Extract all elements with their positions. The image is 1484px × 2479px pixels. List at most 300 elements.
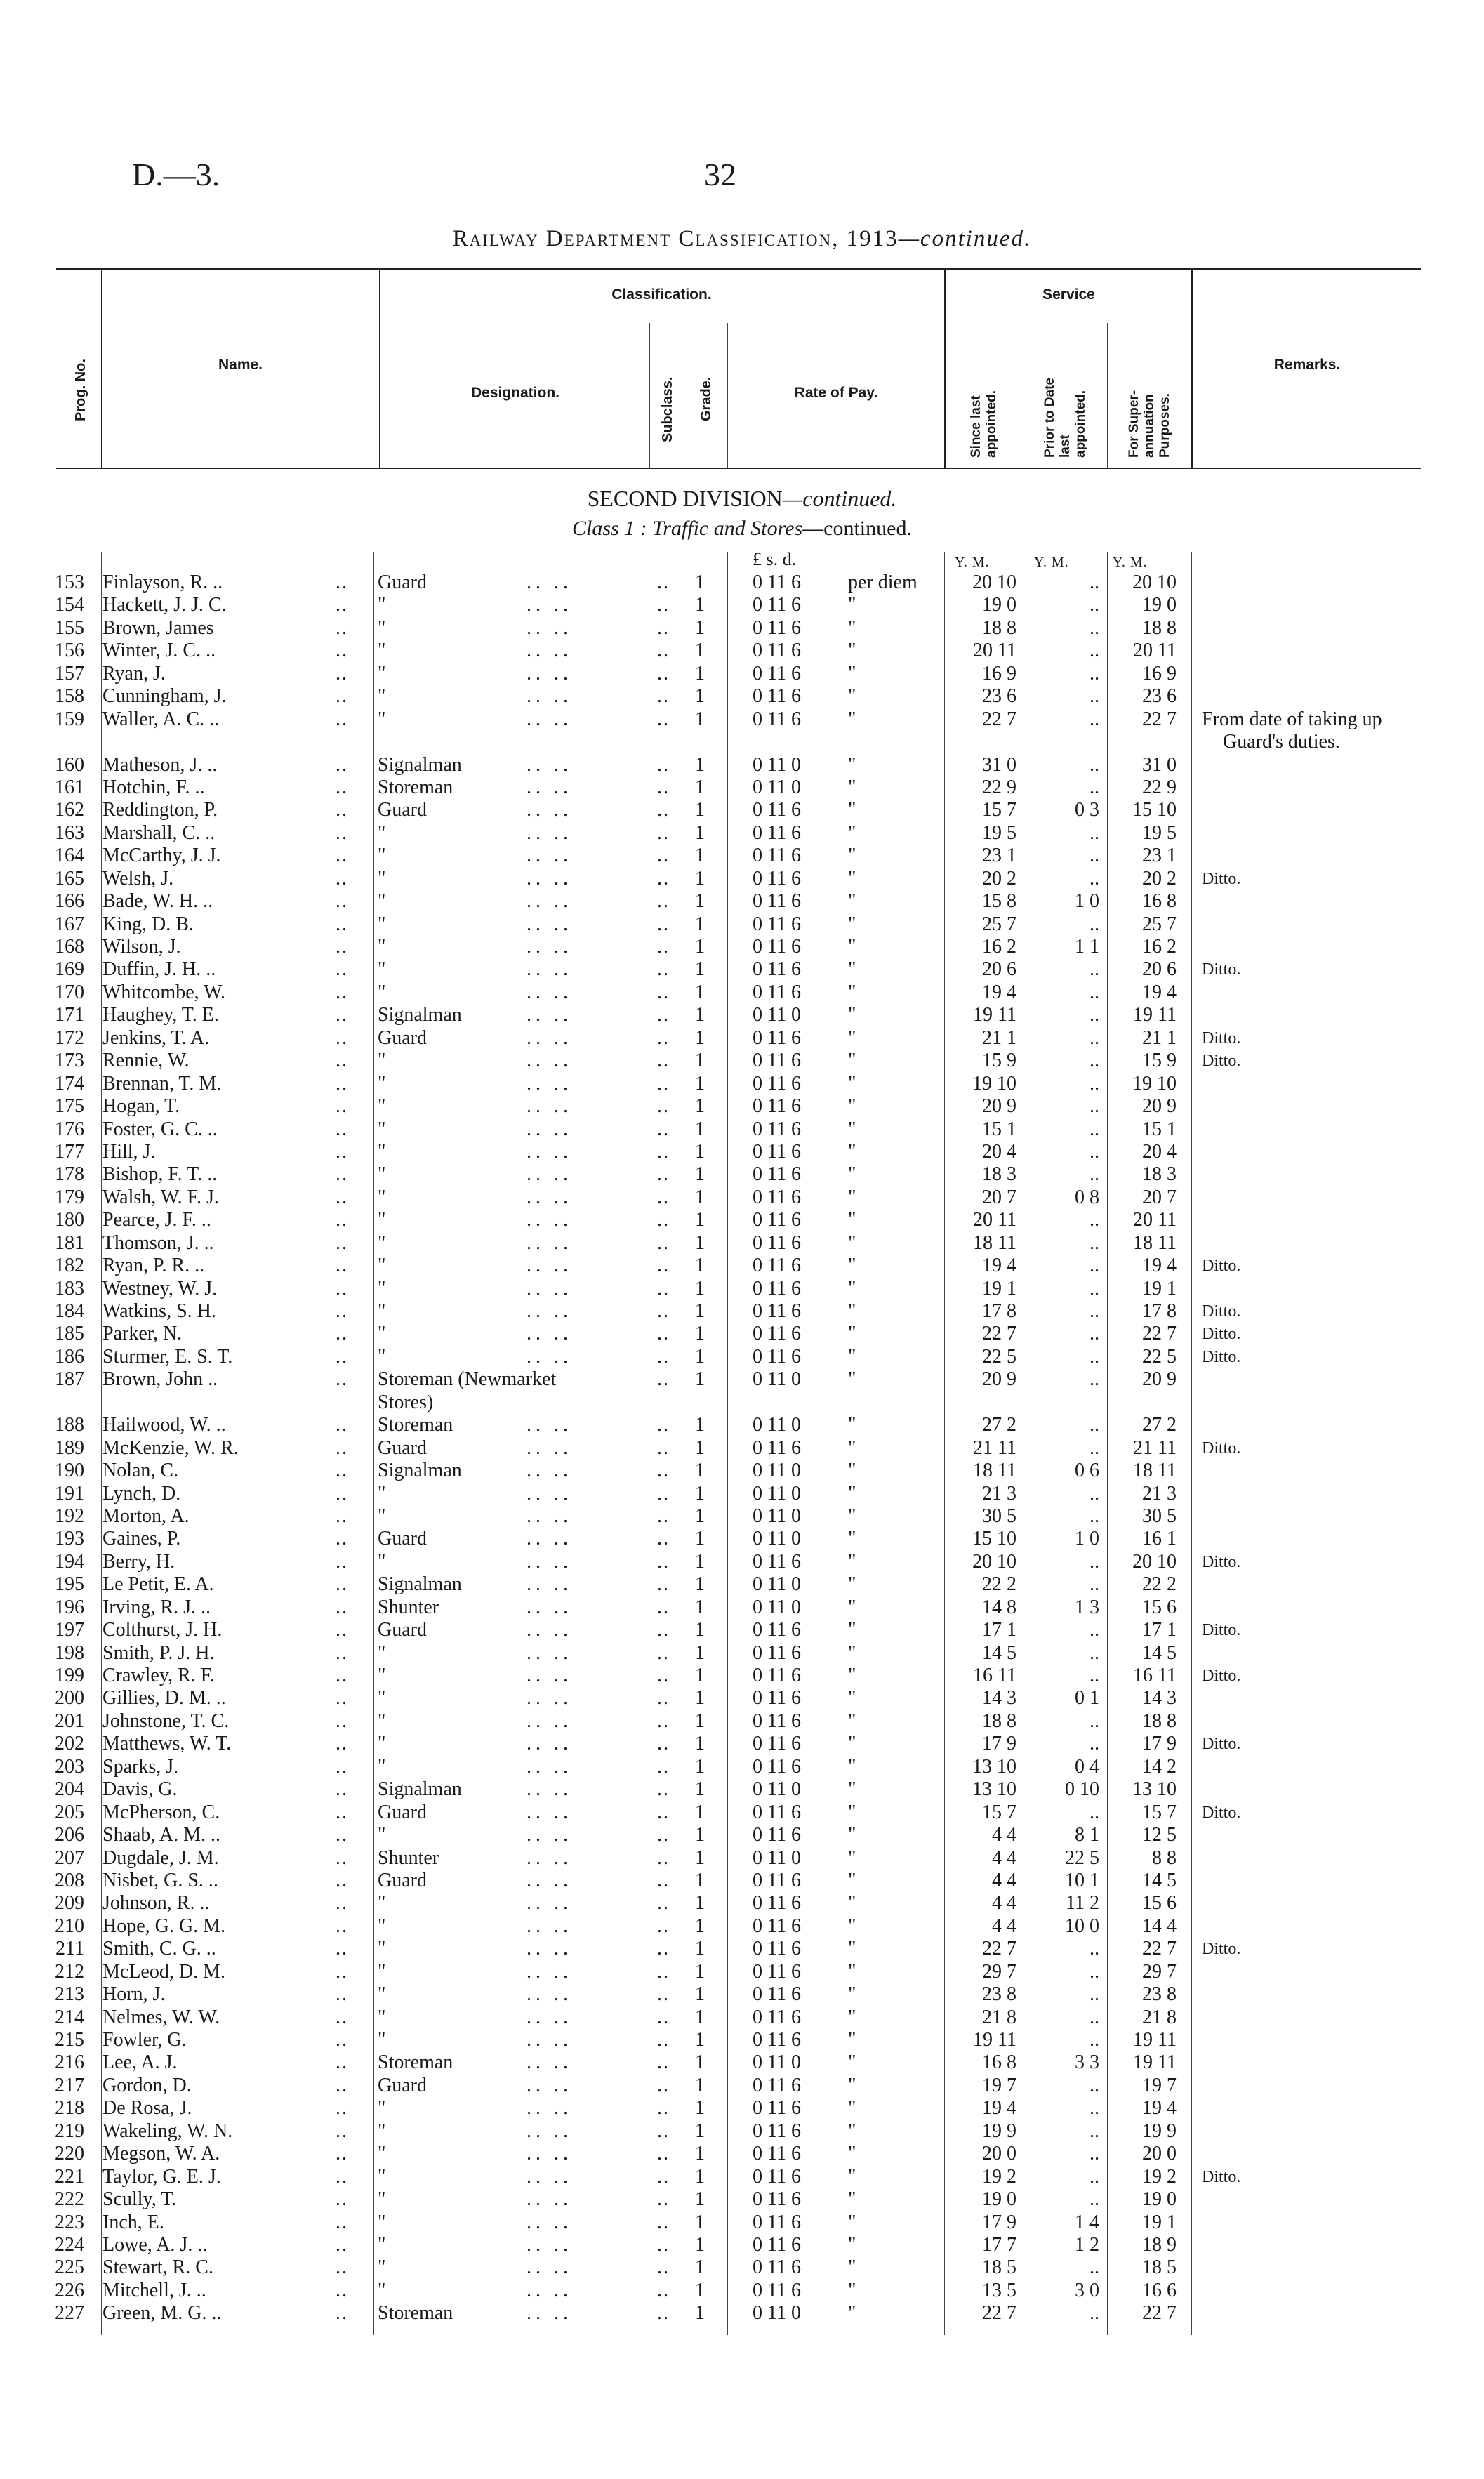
- superannuation-cell: 23 6: [1142, 685, 1177, 708]
- pay-note-cell: ": [848, 662, 856, 685]
- pay-note-cell: ": [848, 2188, 856, 2211]
- leader-dots: ..: [336, 1778, 348, 1801]
- since-last-cell: 16 8: [982, 2051, 1016, 2074]
- since-last-cell: 22 9: [982, 776, 1016, 798]
- subclass-cell: ..: [657, 2051, 670, 2074]
- superannuation-cell: 19 1: [1142, 1277, 1177, 1300]
- subclass-cell: ..: [657, 2097, 670, 2120]
- leader-dots: ..: [336, 1163, 348, 1186]
- prior-to-date-cell: 10 1: [1065, 1869, 1099, 1891]
- table-row: [0, 1141, 1484, 1163]
- rate-of-pay-cell: 0 11 6: [753, 1641, 801, 1664]
- leader-dots: ..: [336, 2074, 348, 2096]
- col-header-remarks: Remarks.: [1273, 357, 1341, 373]
- designation-cell: Guard: [378, 1869, 427, 1891]
- since-last-cell: 19 4: [982, 981, 1016, 1003]
- prior-to-date-cell: 3 0: [1075, 2279, 1099, 2301]
- table-row: [0, 2097, 1484, 2120]
- rate-of-pay-cell: 0 11 0: [753, 1505, 801, 1527]
- leader-dots: ..: [336, 1687, 348, 1710]
- since-last-cell: 15 8: [982, 890, 1016, 913]
- designation-cell: Signalman: [378, 1573, 462, 1596]
- name-cell: McKenzie, W. R.: [102, 1436, 239, 1459]
- grade-cell: 1: [695, 1801, 705, 1823]
- subclass-cell: ..: [657, 2029, 670, 2051]
- since-last-cell: 13 10: [972, 1755, 1016, 1778]
- since-last-cell: 19 5: [982, 821, 1016, 844]
- superannuation-cell: 14 5: [1142, 1869, 1177, 1891]
- name-cell: Brown, John ..: [102, 1368, 218, 1391]
- rate-of-pay-cell: 0 11 6: [753, 1345, 801, 1368]
- subclass-cell: ..: [657, 1209, 670, 1231]
- title-suffix: —continued.: [898, 226, 1032, 251]
- table-row: [0, 1802, 1484, 1824]
- remarks-cell: Ditto.: [1202, 1940, 1241, 1959]
- grade-cell: 1: [695, 708, 705, 730]
- superannuation-cell: 15 1: [1142, 1118, 1177, 1140]
- leader-dots: ..: [336, 1755, 348, 1778]
- prog-no-cell: 177: [55, 1140, 84, 1163]
- name-cell: Megson, W. A.: [102, 2143, 220, 2165]
- designation-cell: Guard: [378, 1528, 427, 1550]
- grade-cell: 1: [695, 1004, 705, 1026]
- subclass-cell: ..: [657, 1414, 670, 1436]
- rate-of-pay-cell: 0 11 6: [753, 845, 801, 867]
- subclass-cell: ..: [657, 1482, 670, 1505]
- rate-of-pay-cell: 0 11 6: [753, 958, 801, 981]
- grade-cell: 1: [695, 1892, 705, 1915]
- subclass-cell: ..: [657, 1801, 670, 1823]
- name-cell: Colthurst, J. H.: [102, 1619, 223, 1641]
- prior-to-date-cell: ..: [1089, 685, 1099, 708]
- prog-no-cell: 165: [55, 867, 84, 890]
- since-last-cell: 25 7: [982, 913, 1016, 935]
- superannuation-cell: 31 0: [1142, 753, 1177, 776]
- pay-note-cell: ": [848, 1528, 856, 1550]
- rate-of-pay-cell: 0 11 6: [753, 2097, 801, 2120]
- table-header-bottom-rule: [56, 468, 1421, 469]
- superannuation-cell: 14 4: [1142, 1915, 1177, 1937]
- subclass-cell: ..: [657, 1687, 670, 1710]
- rate-of-pay-cell: 0 11 6: [753, 1323, 801, 1345]
- leader-dots: .. ..: [526, 1414, 572, 1436]
- grade-cell: 1: [695, 776, 705, 798]
- leader-dots: ..: [336, 685, 348, 708]
- prog-no-cell: 206: [55, 1824, 84, 1846]
- leader-dots: .. ..: [526, 1619, 572, 1641]
- leader-dots: .. ..: [526, 1983, 572, 2006]
- table-row: [0, 1619, 1484, 1641]
- pay-note-cell: ": [848, 640, 856, 662]
- pay-note-cell: ": [848, 936, 856, 958]
- rate-of-pay-cell: 0 11 0: [753, 1846, 801, 1869]
- grade-cell: 1: [695, 2006, 705, 2028]
- name-cell: Morton, A.: [102, 1505, 190, 1527]
- leader-dots: .. ..: [526, 1596, 572, 1618]
- table-row: [0, 2007, 1484, 2029]
- since-last-cell: 17 1: [982, 1619, 1016, 1641]
- rate-of-pay-cell: 0 11 6: [753, 1710, 801, 1732]
- pay-note-cell: ": [848, 845, 856, 867]
- table-row: [0, 1027, 1484, 1050]
- since-last-cell: 21 3: [982, 1482, 1016, 1505]
- grade-cell: 1: [695, 1482, 705, 1505]
- designation-cell: ": [378, 1892, 386, 1915]
- prior-to-date-cell: ..: [1089, 1983, 1099, 2006]
- leader-dots: ..: [336, 2120, 348, 2142]
- subclass-cell: ..: [657, 1118, 670, 1140]
- superannuation-cell: 20 6: [1142, 958, 1177, 981]
- prog-no-cell: 197: [55, 1619, 84, 1641]
- leader-dots: ..: [336, 1710, 348, 1732]
- pay-note-cell: ": [848, 1915, 856, 1937]
- since-last-cell: 21 1: [982, 1026, 1016, 1049]
- leader-dots: .. ..: [526, 2165, 572, 2188]
- superannuation-cell: 25 7: [1142, 913, 1177, 935]
- prog-no-cell: 191: [55, 1482, 84, 1505]
- superannuation-cell: 19 11: [1133, 2051, 1177, 2074]
- subclass-cell: ..: [657, 1983, 670, 2006]
- rate-of-pay-cell: 0 11 0: [753, 1778, 801, 1801]
- prog-no-cell: 185: [55, 1323, 84, 1345]
- subclass-cell: ..: [657, 1255, 670, 1277]
- table-row: [0, 1983, 1484, 2006]
- prior-to-date-cell: 8 1: [1075, 1824, 1099, 1846]
- prog-no-cell: 216: [55, 2051, 84, 2074]
- rate-of-pay-cell: 0 11 6: [753, 1869, 801, 1891]
- name-cell: Cunningham, J.: [102, 685, 227, 708]
- name-cell: Nolan, C.: [102, 1460, 179, 1482]
- rate-of-pay-cell: 0 11 6: [753, 821, 801, 844]
- pay-note-cell: per diem: [848, 571, 917, 593]
- superannuation-cell: 15 6: [1142, 1596, 1177, 1618]
- prior-units: Y. M.: [1034, 555, 1069, 570]
- leader-dots: ..: [336, 594, 348, 616]
- leader-dots: ..: [336, 1892, 348, 1915]
- prior-to-date-cell: ..: [1089, 1550, 1099, 1573]
- leader-dots: ..: [336, 640, 348, 662]
- prog-no-cell: 176: [55, 1118, 84, 1140]
- since-last-cell: 18 11: [973, 1231, 1016, 1254]
- name-cell: Irving, R. J. ..: [102, 1596, 211, 1618]
- leader-dots: ..: [336, 2051, 348, 2074]
- prog-no-cell: 161: [55, 776, 84, 798]
- grade-cell: 1: [695, 1050, 705, 1072]
- grade-cell: 1: [695, 2256, 705, 2279]
- subclass-cell: ..: [657, 708, 670, 730]
- superannuation-cell: 15 7: [1142, 1801, 1177, 1823]
- prog-no-cell: 224: [55, 2233, 84, 2256]
- rate-of-pay-cell: 0 11 6: [753, 640, 801, 662]
- since-last-cell: 19 4: [982, 1255, 1016, 1277]
- since-last-cell: 15 10: [972, 1528, 1016, 1550]
- prog-no-cell: 218: [55, 2097, 84, 2120]
- prior-to-date-cell: ..: [1089, 1300, 1099, 1322]
- prog-no-cell: 189: [55, 1436, 84, 1459]
- table-row: [0, 1209, 1484, 1231]
- grade-cell: 1: [695, 1505, 705, 1527]
- leader-dots: .. ..: [526, 1824, 572, 1846]
- prog-no-cell: 175: [55, 1095, 84, 1118]
- leader-dots: ..: [336, 2188, 348, 2211]
- pay-note-cell: ": [848, 890, 856, 913]
- pay-note-cell: ": [848, 1824, 856, 1846]
- prior-to-date-cell: ..: [1089, 821, 1099, 844]
- pay-note-cell: ": [848, 1277, 856, 1300]
- pay-note-cell: ": [848, 2302, 856, 2325]
- table-row: [0, 913, 1484, 936]
- leader-dots: .. ..: [526, 1778, 572, 1801]
- name-cell: Inch, E.: [102, 2211, 164, 2233]
- pay-note-cell: ": [848, 1255, 856, 1277]
- table-row: [0, 936, 1484, 958]
- grade-cell: 1: [695, 1300, 705, 1322]
- rate-of-pay-cell: 0 11 0: [753, 1482, 801, 1505]
- prior-to-date-cell: ..: [1089, 662, 1099, 685]
- name-cell: Westney, W. J.: [102, 1277, 218, 1300]
- leader-dots: ..: [336, 1938, 348, 1960]
- col-header-superannuation: For Super- annuation Purposes.: [1127, 390, 1172, 458]
- designation-cell: ": [378, 890, 386, 913]
- col-header-grade: Grade.: [698, 376, 714, 421]
- superannuation-cell: 19 1: [1142, 2211, 1177, 2233]
- rate-of-pay-cell: 0 11 6: [753, 616, 801, 639]
- header-divider: [379, 270, 380, 468]
- designation-cell: ": [378, 616, 386, 639]
- pay-note-cell: ": [848, 1573, 856, 1596]
- superannuation-cell: 12 5: [1142, 1824, 1177, 1846]
- since-last-cell: 4 4: [992, 1892, 1016, 1915]
- rate-of-pay-cell: 0 11 6: [753, 1892, 801, 1915]
- prior-to-date-cell: ..: [1089, 1095, 1099, 1118]
- since-last-cell: 15 9: [982, 1050, 1016, 1072]
- subclass-cell: ..: [657, 1755, 670, 1778]
- prog-no-cell: 221: [55, 2165, 84, 2188]
- table-row: [0, 1368, 1484, 1391]
- since-last-cell: 14 8: [982, 1596, 1016, 1618]
- rate-of-pay-cell: 0 11 6: [753, 981, 801, 1003]
- prior-to-date-cell: ..: [1089, 1801, 1099, 1823]
- prior-to-date-cell: ..: [1089, 1026, 1099, 1049]
- grade-cell: 1: [695, 1460, 705, 1482]
- grade-cell: 1: [695, 1733, 705, 1755]
- grade-cell: 1: [695, 2279, 705, 2301]
- table-row: [0, 1597, 1484, 1619]
- grade-cell: 1: [695, 2302, 705, 2325]
- subclass-cell: ..: [657, 1915, 670, 1937]
- name-cell: Lowe, A. J. ..: [102, 2233, 208, 2256]
- leader-dots: ..: [336, 2256, 348, 2279]
- leader-dots: .. ..: [526, 776, 572, 798]
- grade-cell: 1: [695, 1665, 705, 1686]
- prog-no-cell: 192: [55, 1505, 84, 1527]
- since-last-cell: 22 7: [982, 1938, 1016, 1960]
- leader-dots: .. ..: [526, 2006, 572, 2028]
- prog-no-cell: 198: [55, 1641, 84, 1664]
- designation-cell: ": [378, 1687, 386, 1710]
- leader-dots: .. ..: [526, 1665, 572, 1686]
- leader-dots: .. ..: [526, 1118, 572, 1140]
- rate-of-pay-cell: 0 11 6: [753, 2074, 801, 2096]
- since-last-cell: 15 1: [982, 1118, 1016, 1140]
- subclass-cell: ..: [657, 571, 670, 593]
- since-last-cell: 18 8: [982, 616, 1016, 639]
- name-cell: Welsh, J.: [102, 867, 174, 890]
- rate-of-pay-cell: 0 11 6: [753, 2233, 801, 2256]
- leader-dots: .. ..: [526, 1004, 572, 1026]
- prior-to-date-cell: 0 4: [1075, 1755, 1099, 1778]
- prior-to-date-cell: ..: [1089, 1004, 1099, 1026]
- pay-note-cell: ": [848, 1163, 856, 1186]
- leader-dots: .. ..: [526, 1072, 572, 1095]
- table-row: [0, 1232, 1484, 1255]
- designation-cell: ": [378, 958, 386, 981]
- superannuation-cell: 20 2: [1142, 867, 1177, 890]
- prior-to-date-cell: 1 0: [1075, 890, 1099, 913]
- pay-note-cell: ": [848, 1869, 856, 1891]
- rate-of-pay-cell: 0 11 6: [753, 1983, 801, 2006]
- name-cell: Matheson, J. ..: [102, 753, 218, 776]
- prior-to-date-cell: ..: [1089, 1641, 1099, 1664]
- col-header-classification: Classification.: [611, 286, 712, 303]
- designation-cell: ": [378, 2006, 386, 2028]
- pay-note-cell: ": [848, 708, 856, 730]
- name-cell: Hope, G. G. M.: [102, 1915, 225, 1937]
- superannuation-cell: 23 8: [1142, 1983, 1177, 2006]
- grade-cell: 1: [695, 981, 705, 1003]
- grade-cell: 1: [695, 1163, 705, 1186]
- pay-note-cell: ": [848, 1050, 856, 1072]
- table-row: [0, 2143, 1484, 2165]
- table-row: [0, 1050, 1484, 1072]
- designation-cell: ": [378, 1665, 386, 1686]
- leader-dots: ..: [336, 2211, 348, 2233]
- name-cell: Wakeling, W. N.: [102, 2120, 233, 2142]
- leader-dots: ..: [336, 1072, 348, 1095]
- document-code: D.—3.: [132, 157, 220, 192]
- remarks-cell: Ditto.: [1202, 1439, 1241, 1457]
- rate-of-pay-cell: 0 11 6: [753, 936, 801, 958]
- remarks-cell: Ditto.: [1202, 960, 1241, 979]
- table-row: [0, 958, 1484, 981]
- name-cell: Jenkins, T. A.: [102, 1026, 210, 1049]
- superannuation-cell: 21 3: [1142, 1482, 1177, 1505]
- superannuation-cell: 19 4: [1142, 1255, 1177, 1277]
- subclass-cell: ..: [657, 890, 670, 913]
- pay-note-cell: ": [848, 1550, 856, 1573]
- leader-dots: ..: [336, 1960, 348, 1983]
- table-row: [0, 1915, 1484, 1938]
- table-row: [0, 1938, 1484, 1960]
- subclass-cell: ..: [657, 685, 670, 708]
- superannuation-cell: 23 1: [1142, 845, 1177, 867]
- designation-cell: ": [378, 1300, 386, 1322]
- table-row: [0, 1824, 1484, 1846]
- leader-dots: ..: [336, 1277, 348, 1300]
- table-row: [0, 1573, 1484, 1596]
- leader-dots: .. ..: [526, 1231, 572, 1254]
- superannuation-cell: 22 5: [1142, 1345, 1177, 1368]
- leader-dots: .. ..: [526, 2097, 572, 2120]
- superannuation-cell: 16 11: [1133, 1665, 1177, 1686]
- rate-of-pay-cell: 0 11 6: [753, 1231, 801, 1254]
- subclass-cell: ..: [657, 1277, 670, 1300]
- prog-no-cell: 155: [55, 616, 84, 639]
- prog-no-cell: 168: [55, 936, 84, 958]
- prog-no-cell: 166: [55, 890, 84, 913]
- leader-dots: ..: [336, 776, 348, 798]
- grade-cell: 1: [695, 1118, 705, 1140]
- superannuation-cell: 19 11: [1133, 2029, 1177, 2051]
- name-cell: Scully, T.: [102, 2188, 177, 2211]
- designation-cell: ": [378, 662, 386, 685]
- leader-dots: .. ..: [526, 1801, 572, 1823]
- leader-dots: ..: [336, 1528, 348, 1550]
- since-last-cell: 23 6: [982, 685, 1016, 708]
- leader-dots: ..: [336, 2097, 348, 2120]
- prog-no-cell: 188: [55, 1414, 84, 1436]
- grade-cell: 1: [695, 2211, 705, 2233]
- designation-cell: ": [378, 2120, 386, 2142]
- prog-no-cell: 203: [55, 1755, 84, 1778]
- name-cell: Bishop, F. T. ..: [102, 1163, 218, 1186]
- table-row: [0, 663, 1484, 685]
- name-cell: Duffin, J. H. ..: [102, 958, 216, 981]
- leader-dots: ..: [336, 936, 348, 958]
- prior-to-date-cell: 1 1: [1075, 936, 1099, 958]
- table-row: [0, 1460, 1484, 1482]
- since-last-cell: 23 1: [982, 845, 1016, 867]
- leader-dots: .. ..: [526, 1300, 572, 1322]
- designation-cell: Guard: [378, 1801, 427, 1823]
- grade-cell: 1: [695, 913, 705, 935]
- designation-cell: ": [378, 1255, 386, 1277]
- leader-dots: .. ..: [526, 1140, 572, 1163]
- subclass-cell: ..: [657, 1550, 670, 1573]
- since-last-cell: 17 9: [982, 1733, 1016, 1755]
- prog-no-cell: 187: [55, 1368, 84, 1391]
- designation-cell: Storeman: [378, 2051, 453, 2074]
- name-cell: Walsh, W. F. J.: [102, 1186, 219, 1208]
- pay-note-cell: ": [848, 981, 856, 1003]
- name-cell: McCarthy, J. J.: [102, 845, 221, 867]
- prior-to-date-cell: ..: [1089, 2006, 1099, 2028]
- name-cell: Gaines, P.: [102, 1528, 181, 1550]
- header-divider: [1191, 270, 1193, 468]
- table-row: [0, 2188, 1484, 2211]
- prior-to-date-cell: 3 3: [1075, 2051, 1099, 2074]
- leader-dots: .. ..: [526, 1846, 572, 1869]
- rate-of-pay-cell: 0 11 0: [753, 1004, 801, 1026]
- superannuation-cell: 20 9: [1142, 1368, 1177, 1391]
- designation-cell: ": [378, 1710, 386, 1732]
- leader-dots: .. ..: [526, 2074, 572, 2096]
- pay-note-cell: ": [848, 1072, 856, 1095]
- rate-of-pay-cell: 0 11 6: [753, 1733, 801, 1755]
- name-cell: Sturmer, E. S. T.: [102, 1345, 233, 1368]
- since-last-cell: 18 3: [982, 1163, 1016, 1186]
- prior-to-date-cell: 1 0: [1075, 1528, 1099, 1550]
- designation-cell: ": [378, 685, 386, 708]
- subclass-cell: ..: [657, 1824, 670, 1846]
- designation-cell: Signalman: [378, 753, 462, 776]
- subclass-cell: ..: [657, 1960, 670, 1983]
- since-last-cell: 23 8: [982, 1983, 1016, 2006]
- pay-note-cell: ": [848, 1755, 856, 1778]
- grade-cell: 1: [695, 1869, 705, 1891]
- subclass-cell: ..: [657, 2188, 670, 2211]
- class-suffix: —continued.: [802, 517, 912, 540]
